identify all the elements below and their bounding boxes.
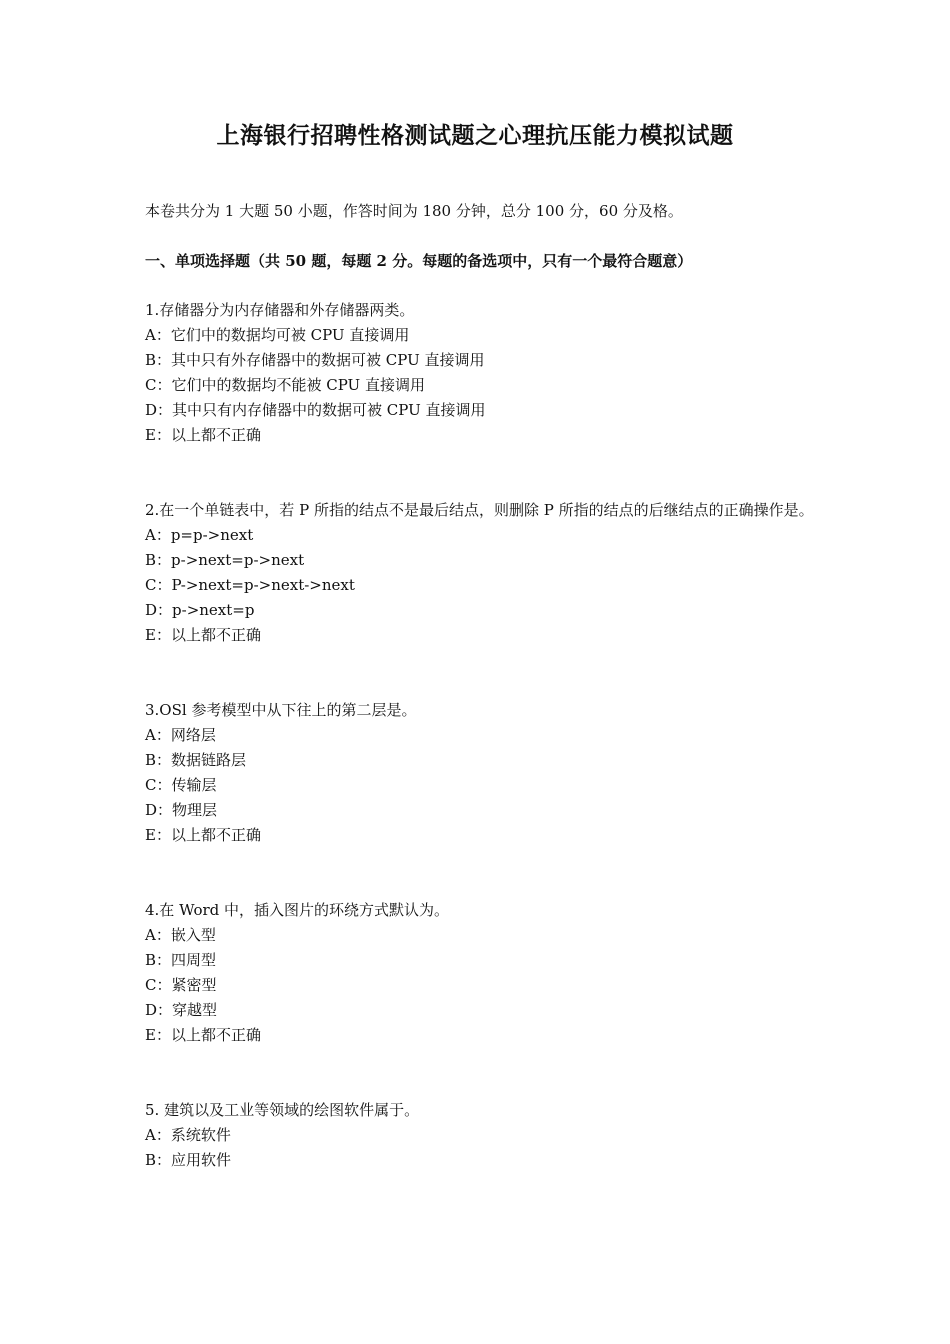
option-e: E：以上都不正确	[145, 426, 261, 444]
option-b: B：p->next=p->next	[145, 551, 305, 569]
option-d: D：p->next=p	[145, 601, 255, 619]
section-heading: 一、单项选择题（共 50 题，每题 2 分。每题的备选项中，只有一个最符合题意）	[145, 252, 693, 270]
question-2	[145, 498, 815, 648]
question-stem: 4.在 Word 中，插入图片的环绕方式默认为。	[145, 901, 450, 919]
option-a: A：嵌入型	[145, 926, 216, 944]
question-1	[145, 298, 815, 448]
question-5	[145, 1098, 815, 1173]
option-e: E：以上都不正确	[145, 626, 261, 644]
option-a: A：网络层	[145, 726, 216, 744]
exam-intro: 本卷共分为 1 大题 50 小题，作答时间为 180 分钟，总分 100 分，60 分及格。	[145, 202, 683, 220]
option-a: A：系统软件	[145, 1126, 231, 1144]
option-c: C：它们中的数据均不能被 CPU 直接调用	[145, 376, 425, 394]
option-c: C：紧密型	[145, 976, 217, 994]
option-e: E：以上都不正确	[145, 826, 261, 844]
option-b: B：应用软件	[145, 1151, 232, 1169]
question-3	[145, 698, 815, 848]
question-list	[145, 298, 815, 1223]
question-stem: 1.存储器分为内存储器和外存储器两类。	[145, 301, 415, 319]
option-c: C：传输层	[145, 776, 217, 794]
option-c: C：P->next=p->next->next	[145, 576, 355, 594]
option-e: E：以上都不正确	[145, 1026, 261, 1044]
document-title: 上海银行招聘性格测试题之心理抗压能力模拟试题	[216, 122, 734, 149]
question-4	[145, 898, 815, 1048]
option-b: B：数据链路层	[145, 751, 247, 769]
question-stem: 5. 建筑以及工业等领域的绘图软件属于。	[145, 1101, 420, 1119]
question-stem: 2.在一个单链表中，若 P 所指的结点不是最后结点，则删除 P 所指的结点的后继结点的正确操作是。	[145, 501, 814, 519]
option-d: D：其中只有内存储器中的数据可被 CPU 直接调用	[145, 401, 486, 419]
option-b: B：其中只有外存储器中的数据可被 CPU 直接调用	[145, 351, 485, 369]
option-a: A：它们中的数据均可被 CPU 直接调用	[145, 326, 410, 344]
option-d: D：物理层	[145, 801, 218, 819]
option-b: B：四周型	[145, 951, 217, 969]
option-d: D：穿越型	[145, 1001, 218, 1019]
option-a: A：p=p->next	[145, 526, 254, 544]
question-stem: 3.OSl 参考模型中从下往上的第二层是。	[145, 701, 417, 719]
